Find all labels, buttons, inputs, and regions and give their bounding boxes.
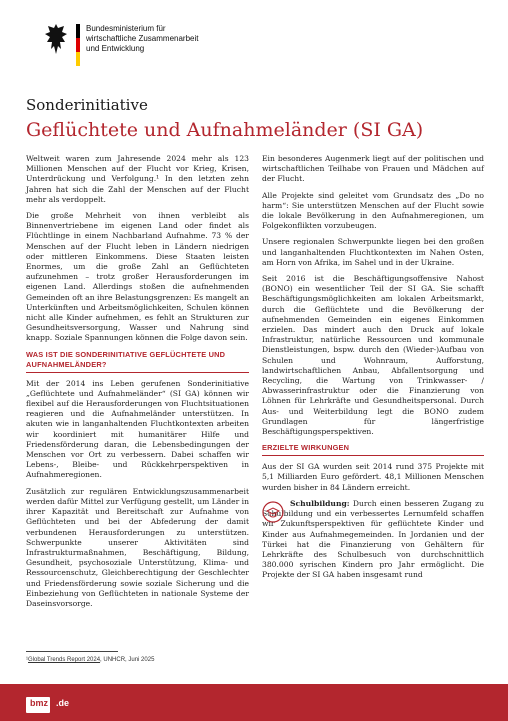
school-icon [262,501,284,523]
ministry-line: wirtschaftliche Zusammenarbeit [86,34,199,43]
page-subtitle: Sonderinitiative [26,96,148,114]
footer-bar [0,684,508,721]
ministry-line: und Entwicklung [86,44,145,53]
left-column [26,154,249,615]
school-block [262,499,484,581]
ministry-line: Bundesministerium für [86,24,166,33]
school-label: Schulbildung: [290,498,350,508]
right-column [262,154,484,587]
paragraph: Die große Mehrheit von ihnen verbleibt als Binnenvertriebene im eigenen Land oder findet als Flüchtlinge in einem Nachbarland Aufnahme. 73 % der Menschen auf der Flucht leben in Ländern niedrigen oder mittleren Einkommens. Diese Staaten leisten Enormes, um die große Zahl an Geflüchteten aufzunehmen – trotz großer Herausforderungen im eigenen Land. Allerdings stoßen die aufnehmenden Gemeinden oft an ihre Belastungsgrenzen: Es mangelt an Unterkünften und Arbeitsmöglichkeiten, Schulen können nicht alle Kinder aufnehmen, es fehlt an Strukturen zur Gesundheitsversorgung, Wasser und Nahrung sind knapp. Soziale Spannungen können die Folge davon sein. [26,211,249,343]
paragraph: Aus der SI GA wurden seit 2014 rund 375 Projekte mit 5,1 Milliarden Euro gefördert. 48,1 Millionen Menschen wurden bisher in 84 Ländern erreicht. [262,462,484,492]
paragraph: Ein besonderes Augenmerk liegt auf der politischen und wirtschaftlichen Teilhabe von Frauen und Mädchen auf der Flucht. [262,154,484,184]
footnote-source: , UNHCR, Juni 2025 [100,657,155,663]
paragraph: Weltweit waren zum Jahresende 2024 mehr als 123 Millionen Menschen auf der Flucht vor Krieg, Krisen, Unterdrückung und Verfolgung.¹ In den letzten zehn Jahren hat sich die Zahl der Menschen auf der Flucht mehr als verdoppelt. [26,154,249,204]
federal-eagle-icon [44,22,68,58]
header [20,10,500,70]
flag-stripe-black [76,24,80,38]
paragraph: Alle Projekte sind geleitet vom Grundsatz des „Do no harm“: Sie unterstützen Menschen auf der Flucht sowie die lokale Bevölkerung in den Aufnahmeregionen, um Folgekonflikten vorzubeugen. [262,190,484,231]
school-paragraph [262,499,484,581]
footer-site-name[interactable]: bmz [30,698,48,708]
footnote-divider [26,651,118,652]
paragraph: Unsere regionalen Schwerpunkte liegen bei den großen und langanhaltenden Fluchtkontexten im Nahen Osten, am Horn von Afrika, im Sahel und in der Ukraine. [262,237,484,267]
paragraph: Mit der 2014 ins Leben gerufenen Sonderinitiative „Geflüchtete und Aufnahmeländer“ (SI GA) können wir flexibel auf die Herausforderungen von Fluchtsituationen reagieren und die Aufnahmeländer unterstützen. In akuten wie in langanhaltenden Fluchtkontexten arbeiten wir koordiniert mit humanitärer Hilfe und Friedensförderung daran, die Lebensbedingungen der Menschen vor Ort zu verbessern. Dabei schaffen wir Lebens-, Bleibe- und Rückkehrperspektiven in Aufnahmeregionen. [26,378,249,480]
page-title: Geflüchtete und Aufnahmeländer (SI GA) [26,119,424,141]
paragraph: Seit 2016 ist die Beschäftigungsoffensive Nahost (BONO) ein wesentlicher Teil der SI GA. Sie schafft Beschäftigungsmöglichkeiten am lokalen Arbeitsmarkt, durch die Geflüchtete und die Bevölkerung der aufnehmenden Gemeinden ein eigenes Einkommen erzielen. Das mindert auch den Druck auf lokale Infrastruktur, natürliche Ressourcen und kommunale Dienstleistungen, bspw. durch den (Wieder-)Aufbau von Schulen und Wohnraum, Aufforstung, landwirtschaftlichen Anbau, Abfallentsorgung und Recycling, die Wartung von Trinkwasser- / Abwasserinfrastruktur oder die Finanzierung von Löhnen für Lehrkräfte und Gesundheitspersonal. Durch Aus- und Weiterbildung legt die BONO zudem Grundlagen für längerfristige Beschäftigungsperspektiven. [262,274,484,437]
footer-site-tld[interactable]: .de [56,698,70,708]
school-text: Durch einen besseren Zugang zu Schulbildung und ein verbessertes Lernumfeld schaffen wir Zukunftsperspektiven für geflüchtete Kinder und Kinder aus Aufnahmegemeinden. In Jordanien und der Türkei hat die Finanzierung von Gehältern für Lehrkräfte des Schulbesuch von durchschnittlich 380.000 syrischen Kindern pro Jahr ermöglicht. Die Projekte der SI GA haben insgesamt rund [262,498,484,580]
footnote [26,656,426,664]
footnote-link[interactable]: Global Trends Report 2024 [28,657,101,663]
flag-stripe [76,24,80,66]
flag-stripe-red [76,38,80,52]
section-heading: WAS IST DIE SONDERINITIATIVE GEFLÜCHTETE UND AUFNAHMELÄNDER? [26,350,249,373]
paragraph: Zusätzlich zur regulären Entwicklungszusammenarbeit werden dafür Mittel zur Verfügung gestellt, um Länder in ihrer Kapazität und Bereitschaft zur Aufnahme von Geflüchteten und bei der Abfederung der damit verbundenen Herausforderungen zu unterstützen. Schwerpunkte unserer Aktivitäten sind Infrastrukturmaßnahmen, Beschäftigung, Bildung, Gesundheit, psychosoziale Unterstützung, Klima- und Ressourcenschutz, Gleichberechtigung der Geschlechter und Friedensförderung sowie soziale Sicherung und die Einbeziehung von Geflüchteten in nationale Systeme der Daseinsvorsorge. [26,486,249,608]
footnote-marker: ¹ [26,657,28,663]
flag-stripe-gold [76,52,80,66]
ministry-name [86,24,346,54]
section-heading: ERZIELTE WIRKUNGEN [262,443,484,456]
